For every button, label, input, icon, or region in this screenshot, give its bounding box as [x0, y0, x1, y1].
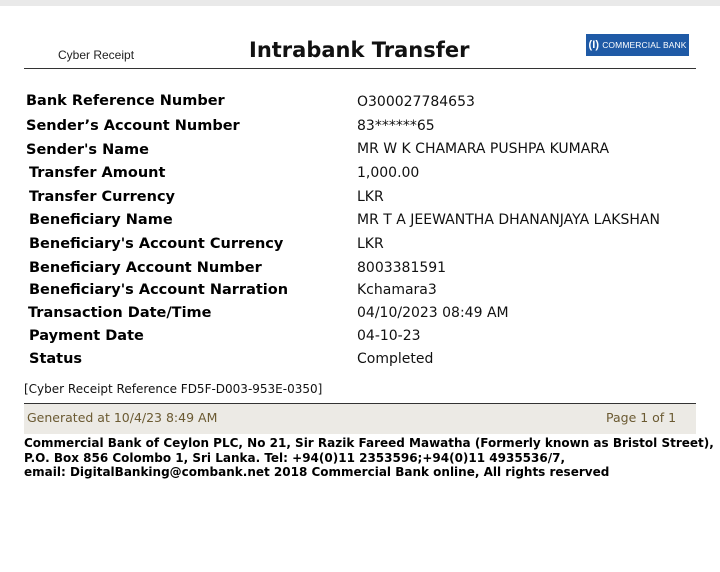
field-label: Beneficiary Account Number	[29, 260, 262, 276]
cyber-receipt-reference: [Cyber Receipt Reference FD5F-D003-953E-0350]	[24, 382, 323, 396]
field-label: Payment Date	[29, 328, 144, 344]
field-label: Bank Reference Number	[26, 93, 225, 109]
field-label: Transfer Amount	[29, 165, 166, 181]
header-divider	[24, 68, 696, 69]
footer-line: email: DigitalBanking@combank.net 2018 Commercial Bank online, All rights reserved	[24, 465, 610, 479]
field-value: O300027784653	[357, 94, 475, 110]
field-label: Transaction Date/Time	[28, 305, 212, 321]
field-label: Sender’s Account Number	[26, 118, 240, 134]
bank-logo-icon: (I)	[588, 39, 600, 51]
field-value: LKR	[357, 236, 384, 252]
receipt-type-label: Cyber Receipt	[58, 48, 135, 62]
status-value: Completed	[357, 351, 434, 367]
footer-line: Commercial Bank of Ceylon PLC, No 21, Sir Razik Fareed Mawatha (Formerly known as Bristol Street),	[24, 436, 714, 450]
field-value: 04/10/2023 08:49 AM	[357, 305, 509, 321]
field-label: Sender's Name	[26, 142, 149, 158]
field-value: Kchamara3	[357, 282, 437, 298]
field-label: Transfer Currency	[29, 189, 175, 205]
field-value: 8003381591	[357, 260, 447, 276]
page-title: Intrabank Transfer	[249, 38, 470, 62]
field-value: LKR	[357, 189, 384, 205]
footer-line: P.O. Box 856 Colombo 1, Sri Lanka. Tel: +94(0)11 2353596;+94(0)11 4935536/7,	[24, 450, 566, 465]
field-value: MR W K CHAMARA PUSHPA KUMARA	[357, 141, 610, 157]
field-value: 1,000.00	[357, 165, 420, 181]
field-value: 04-10-23	[357, 328, 421, 344]
bank-footer	[24, 436, 714, 480]
bank-logo-text: COMMERCIAL BANK	[602, 40, 687, 50]
field-label: Beneficiary's Account Currency	[29, 236, 284, 252]
field-label: Status	[29, 351, 83, 367]
top-bar	[0, 0, 720, 6]
field-value: MR T A JEEWANTHA DHANANJAYA LAKSHAN	[357, 212, 660, 228]
field-label: Beneficiary Name	[29, 212, 173, 228]
bank-logo	[586, 34, 689, 56]
field-label: Beneficiary's Account Narration	[29, 282, 289, 298]
page-indicator: Page 1 of 1	[606, 410, 677, 425]
generated-timestamp: Generated at 10/4/23 8:49 AM	[27, 410, 218, 425]
field-value: 83******65	[357, 118, 435, 134]
